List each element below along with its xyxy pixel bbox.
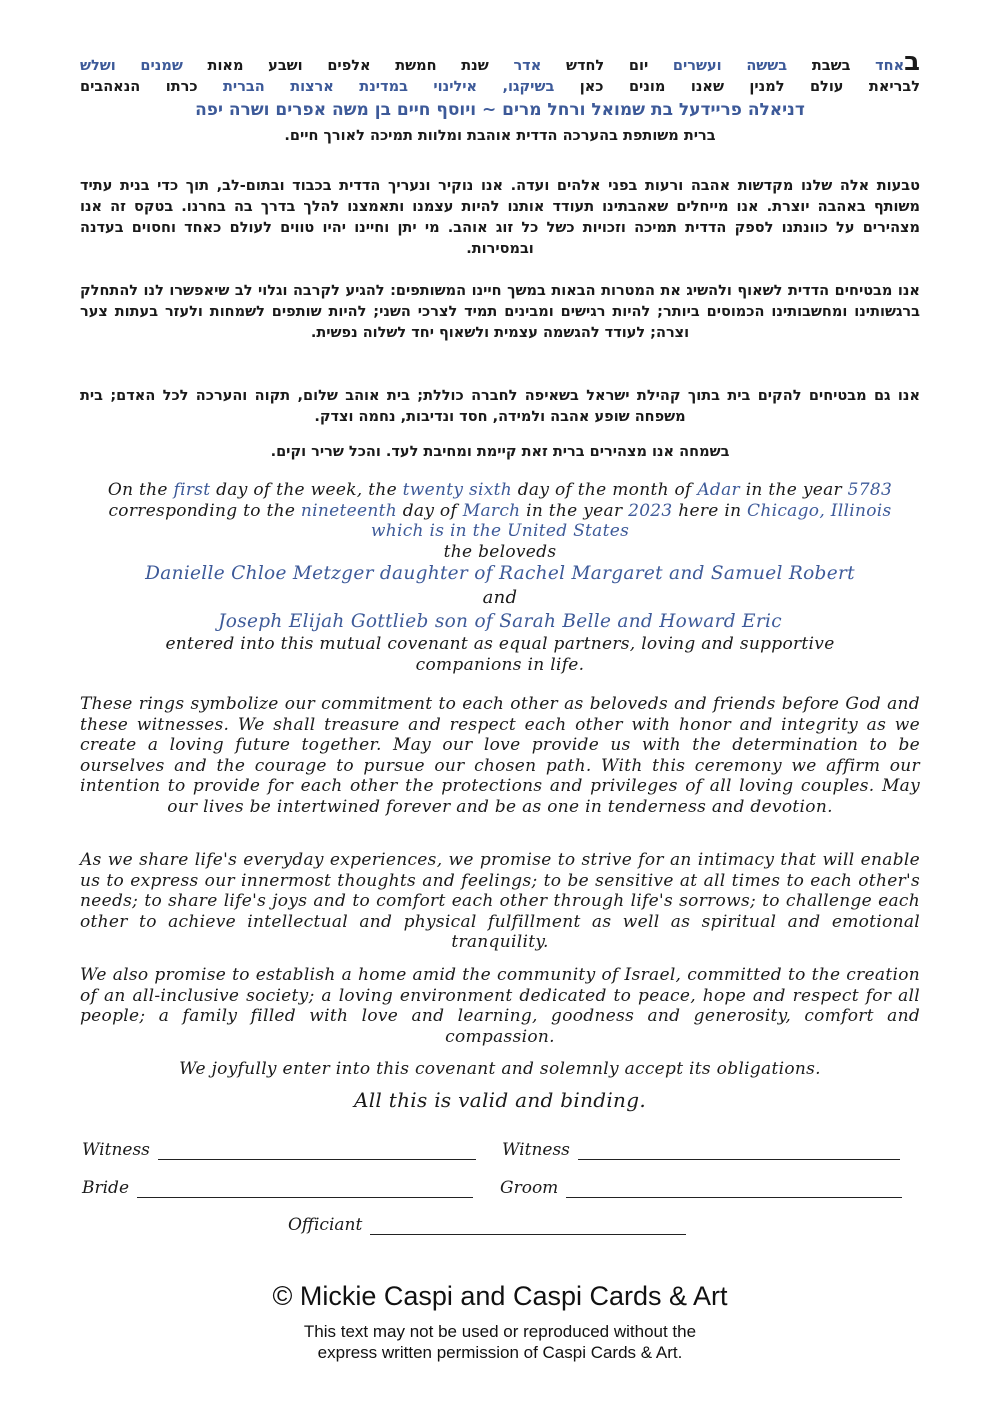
hebrew-covenant-line: ברית משותפת בהערכה הדדית אוהבת ומלוות תמיכה לאורך חיים. [284, 128, 716, 144]
hebrew-text: בשבת [787, 58, 876, 74]
english-day-of-week: first [173, 480, 211, 500]
hebrew-day-of-week: אחד [875, 58, 905, 74]
witness-2-signature [502, 1140, 900, 1160]
english-text: here in [672, 500, 748, 521]
witness-1-label: Witness [82, 1140, 150, 1160]
english-bride-names: Danielle Chloe Metzger daughter of Rachel Margaret and Samuel Robert [145, 563, 855, 584]
hebrew-joyfully-line: בשמחה אנו מצהירים ברית זאת קיימת ומחיבת לעד. והכל שריר וקים. [270, 444, 730, 460]
copyright-line-1: This text may not be used or reproduced without the [303, 1322, 697, 1341]
officiant-label: Officiant [288, 1215, 363, 1235]
english-valid-binding: All this is valid and binding. [353, 1088, 646, 1112]
bride-line[interactable] [137, 1181, 473, 1198]
english-text: day of the week, the [210, 480, 403, 500]
english-text: On the [107, 480, 174, 500]
hebrew-day-number: בששה ועשרים [672, 58, 788, 74]
english-day-number: twenty sixth [402, 480, 513, 500]
english-hebrew-month: Adar [697, 480, 740, 500]
hebrew-paragraph-home: אנו גם מבטיחים להקים בית בתוך קהילת ישראל בשאיפה לחברה כוללת; בית אוהב שלום, תקוה והערכה לכל האדם; בית משפחה שופע אהבה ולמידה, חסד ונדיבות, נחמה וצדק. [80, 388, 920, 425]
hebrew-line-1 [80, 47, 921, 77]
bride-label: Bride [82, 1178, 129, 1198]
hebrew-year: שמנים ושלש [80, 58, 183, 74]
groom-signature [500, 1178, 902, 1198]
english-paragraph-rings: These rings symbolize our commitment to each other as beloveds and friends before God and these witnesses. We shall treasure and respect each other with honor and integrity as we create a loving future together. May our love provide us with the determination to be ourselves and the courage to pursue our chosen path. With this ceremony we affirm our intention to provide for each other the protections and privileges of all loving couples. May our lives be intertwined forever and be as one in tenderness and devotion. [80, 694, 920, 817]
groom-label: Groom [500, 1178, 559, 1198]
english-date-place [80, 480, 920, 542]
hebrew-place: בשיקגו, אילינוי במדינת ארצות הברית [223, 79, 555, 95]
english-paragraph-promises: As we share life's everyday experiences, we promise to strive for an intimacy that will enable us to express our innermost thoughts and feelings; to be sensitive at all times to each other's needs; to share life's joys and to comfort each other through life's sorrows; to challenge each other to achieve intellectual and physical fulfillment as well as spiritual and emotional tranquility. [80, 850, 920, 952]
english-gregorian-day: nineteenth [300, 500, 397, 521]
english-text: day of the month of [512, 480, 698, 500]
witness-1-line[interactable] [158, 1143, 476, 1160]
english-paragraph-home: We also promise to establish a home amid the community of Israel, committed to the creation of an all-inclusive society; a loving environment dedicated to peace, hope and respect for all people; a family filled with love and learning, goodness and generosity, comfort and compassion. [80, 965, 920, 1047]
bride-signature [82, 1178, 473, 1198]
english-joyfully-line: We joyfully enter into this covenant and solemnly accept its obligations. [179, 1059, 821, 1079]
hebrew-first-letter: ב [904, 47, 921, 77]
groom-line[interactable] [566, 1181, 902, 1198]
english-entered-covenant: entered into this mutual covenant as equal partners, loving and supportive companions in life. [165, 634, 835, 675]
copyright-line-2: express written permission of Caspi Cards & Art. [317, 1343, 683, 1362]
hebrew-text: לבריאת עולם למנין שאנו מונים כאן [554, 79, 920, 95]
english-groom-names: Joseph Elijah Gottlieb son of Sarah Belle and Howard Eric [218, 611, 782, 632]
hebrew-month: אדר [513, 58, 542, 74]
hebrew-text: יום לחדש [541, 58, 673, 74]
english-text: corresponding to the [108, 500, 301, 521]
witness-1-signature [82, 1140, 476, 1160]
english-text: in the year [739, 480, 848, 500]
hebrew-paragraph-rings: טבעות אלה שלנו מקדשות אהבה ורעות בפני אלהים ועדה. אנו נוקיר ונעריך הדדית בכבוד ובתום-לב, תוך כדי בנית עתיד משותף באהבה יוצרת. אנו מייחלים שאהבתינו תעודד אותנו להיות עצמנו ותאמצנו להלך בדרך בה בחרנו. בטקס זה אנו מצהירים על כוונתנו לספק הדדית תמיכה וזכויות כשל כל זוג אוהב. מי יתן וחיינו יהיו טווים לעולם כאחד וחסוים בעדנה ובמסירות. [80, 178, 920, 257]
english-hebrew-year: 5783 [847, 480, 893, 500]
english-text: day of [397, 500, 463, 521]
english-and: and [482, 587, 518, 608]
copyright-notice [0, 1321, 1000, 1363]
witness-2-label: Witness [502, 1140, 570, 1160]
english-place: Chicago, Illinois which is in the United States [370, 500, 892, 541]
hebrew-text: כרתו הנאהבים [80, 79, 224, 95]
witness-2-line[interactable] [578, 1143, 900, 1160]
english-beloveds: the beloveds [443, 541, 557, 562]
officiant-line[interactable] [370, 1218, 686, 1235]
copyright-title: © Mickie Caspi and Caspi Cards & Art [272, 1281, 728, 1311]
english-text: in the year [520, 500, 629, 521]
hebrew-paragraph-promises: אנו מבטיחים הדדית לשאוף ולהשיג את המטרות הבאות במשך חיינו המשותפים: להגיע לקרבה וגלוי לב שיאפשרו לנו להתחלק ברגשותינו ומחשבותינו הכמוסים ביותר; להיות רגישים ומבינים תמיד לצרכי השני; להיות שותפים לשמחות ולעזר בעתות צער וצרה; לעודד להגשמה עצמית ולשאוף יחד לשלוה נפשית. [80, 283, 920, 341]
hebrew-opening [80, 47, 921, 147]
english-opening [80, 480, 920, 675]
hebrew-text: שנת חמשת אלפים ושבע מאות [182, 58, 514, 74]
hebrew-line-2 [80, 77, 920, 98]
english-gregorian-year: 2023 [628, 500, 673, 521]
hebrew-couple-names: דניאלה פריידעל בת שמואל ורחל מרים ~ ויוסף חיים בן משה אפרים ושרה יפה [195, 100, 805, 120]
english-gregorian-month: March [462, 500, 521, 521]
officiant-signature [288, 1215, 686, 1235]
